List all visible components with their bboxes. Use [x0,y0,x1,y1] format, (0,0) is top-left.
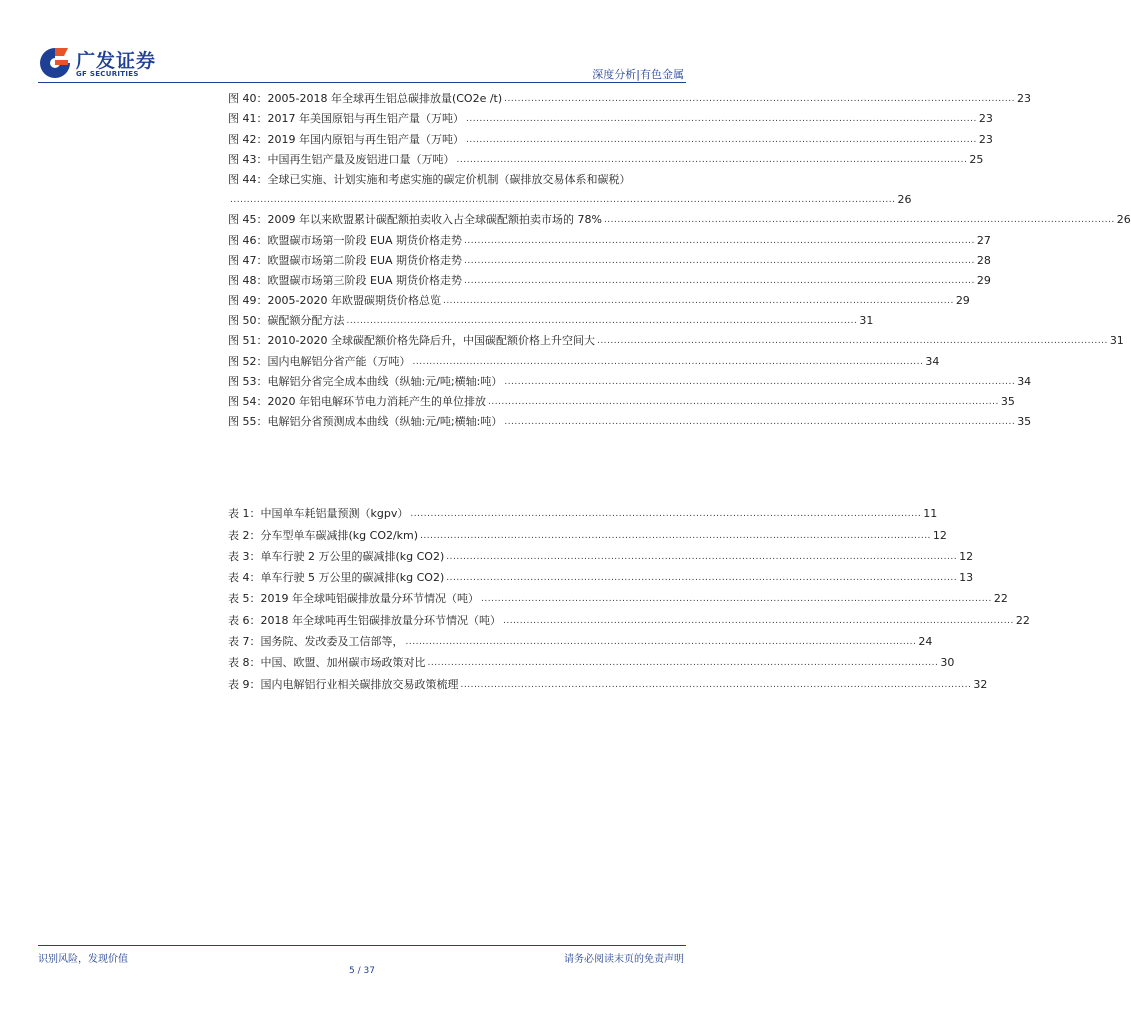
toc-row-fig-47[interactable] [228,248,991,268]
toc-leader: ........................................................................................................................................................ [456,154,968,165]
toc-leader: ........................................................................................................................................................ [427,658,939,669]
toc-leader: ........................................................................................................................................................ [446,573,958,584]
toc-leader: ........................................................................................................................................................ [464,275,975,286]
figure-index [228,86,1131,429]
report-category: 深度分析|有色金属 [592,68,684,81]
toc-page: 22 [1015,613,1030,627]
toc-label: 表 9：国内电解铝行业相关碳排放交易政策梳理 [228,677,459,691]
toc-label: 图 42：2019 年国内原铝与再生铝产量（万吨） [228,132,464,146]
toc-page: 31 [859,314,874,328]
toc-page: 26 [897,193,912,207]
toc-row-fig-52[interactable] [228,348,940,368]
header-divider [38,82,686,83]
toc-page: 32 [973,677,988,691]
toc-row-table-3[interactable] [228,543,974,564]
toc-leader: ........................................................................................................................................................ [504,376,1016,387]
toc-page: 29 [955,294,970,308]
toc-row-table-4[interactable] [228,564,974,585]
toc-row-fig-54[interactable] [228,389,1015,409]
toc-label: 表 5：2019 年全球吨铝碳排放量分环节情况（吨） [228,592,479,606]
gf-securities-logo [38,46,168,80]
toc-leader: ........................................................................................................................................................ [464,235,975,246]
toc-label: 表 7：国务院、发改委及工信部等， [228,635,404,649]
toc-page: 35 [1000,395,1015,408]
toc-page: 12 [932,528,947,542]
toc-leader: ........................................................................................................................................................ [412,356,924,367]
toc-row-fig-50[interactable] [228,308,874,328]
toc-leader: ........................................................................................................................................................ [420,530,931,541]
toc-label: 图 49：2005-2020 年欧盟碳期货价格总览 [228,294,441,308]
toc-row-table-5[interactable] [228,585,1008,606]
toc-page: 34 [1017,374,1032,388]
toc-leader: ........................................................................................................................................................ [442,296,954,307]
toc-page: 23 [978,132,993,146]
toc-row-fig-40[interactable] [228,86,1032,106]
toc-page: 25 [969,152,984,166]
toc-label: 图 54：2020 年铝电解环节电力消耗产生的单位排放 [228,395,486,408]
toc-row-table-8[interactable] [228,649,955,670]
toc-label: 表 6：2018 年全球吨再生铝碳排放量分环节情况（吨） [228,613,501,627]
toc-row-fig-45[interactable] [228,207,1131,227]
page-number: 5 / 37 [349,966,375,976]
toc-row-fig-42[interactable] [228,126,993,146]
toc-page: 31 [1109,334,1124,348]
footer-divider [38,945,686,946]
toc-leader: ........................................................................................................................................................ [487,397,999,407]
logo-text-cn: 广发证券 [76,50,157,72]
toc-page: 23 [1017,92,1032,106]
toc-label: 图 51：2010-2020 全球碳配额价格先降后升，中国碳配额价格上升空间大 [228,334,595,348]
gf-logo-icon [38,46,72,80]
toc-label: 表 4：单车行驶 5 万公里的碳减排(kg CO2) [228,571,445,585]
toc-label: 图 46：欧盟碳市场第一阶段 EUA 期货价格走势 [228,233,463,247]
toc-label: 图 45：2009 年以来欧盟累计碳配额拍卖收入占全球碳配额拍卖市场的 78% [228,213,602,227]
toc-leader: ........................................................................................................................................................ [465,134,977,145]
toc-row-fig-49[interactable] [228,288,970,308]
toc-row-fig-55[interactable] [228,409,1032,429]
toc-page: 26 [1116,213,1131,227]
page-header [0,0,724,90]
toc-page: 23 [978,112,993,126]
toc-row-fig-43[interactable] [228,147,984,167]
footer-disclaimer-note: 请务必阅读末页的免责声明 [564,954,684,965]
toc-label: 表 1：中国单车耗铝量预测（kgpv） [228,507,409,521]
logo-text-en: GF SECURITIES [76,70,139,78]
toc-leader: ........................................................................................................................................................ [460,679,972,690]
toc-row-table-2[interactable] [228,521,947,542]
toc-label: 图 48：欧盟碳市场第三阶段 EUA 期货价格走势 [228,273,463,287]
toc-leader: ........................................................................................................................................................ [465,114,977,125]
toc-label: 图 40：2005-2018 年全球再生铝总碳排放量(CO2e /t) [228,92,503,106]
toc-page: 30 [940,656,955,670]
toc-leader: ........................................................................................................................................................ [446,551,958,562]
toc-leader: ........................................................................................................................................................ [410,509,922,520]
toc-page: 29 [976,273,991,287]
toc-page: 22 [993,592,1008,606]
toc-page: 12 [959,549,974,563]
toc-leader: ........................................................................................................................................................ [481,594,992,605]
toc-leader: ........................................................................................................................................................ [596,336,1108,347]
toc-leader: ...................................................................................................................................................................................................... [230,195,896,206]
toc-row-table-7[interactable] [228,628,933,649]
toc-label: 图 50：碳配额分配方法 [228,314,345,328]
toc-row-fig-48[interactable] [228,268,991,288]
toc-row-fig-44-cont[interactable] [228,187,912,207]
toc-row-table-6[interactable] [228,606,1030,627]
toc-page: 27 [976,233,991,247]
toc-page: 11 [923,507,938,521]
toc-leader: ........................................................................................................................................................ [504,417,1016,428]
toc-row-fig-51[interactable] [228,328,1124,348]
toc-label: 图 53：电解铝分省完全成本曲线（纵轴:元/吨;横轴:吨） [228,374,503,388]
toc-page: 35 [1017,415,1032,429]
toc-leader: ........................................................................................................................................................ [603,215,1115,226]
toc-label: 图 43：中国再生铝产量及废铝进口量（万吨） [228,152,455,166]
toc-label: 图 44：全球已实施、计划实施和考虑实施的碳定价机制（碳排放交易体系和碳税） [228,172,631,186]
footer-slogan: 识别风险，发现价值 [38,954,128,965]
toc-leader: ........................................................................................................................................................ [464,255,975,266]
toc-leader: ........................................................................................................................................................ [346,316,858,327]
toc-page: 34 [925,354,940,368]
toc-page: 28 [976,253,991,267]
table-index [228,500,1030,692]
toc-label: 图 52：国内电解铝分省产能（万吨） [228,354,411,368]
toc-row-table-1[interactable] [228,500,938,521]
toc-page: 24 [918,635,933,649]
toc-row-fig-41[interactable] [228,106,993,126]
toc-label: 表 2：分车型单车碳减排(kg CO2/km) [228,528,419,542]
toc-row-fig-46[interactable] [228,227,991,247]
toc-label: 表 3：单车行驶 2 万公里的碳减排(kg CO2) [228,549,445,563]
toc-label: 图 41：2017 年美国原铝与再生铝产量（万吨） [228,112,464,126]
toc-row-fig-44[interactable] [228,167,684,187]
toc-leader: ........................................................................................................................................................ [504,94,1016,105]
toc-label: 图 55：电解铝分省预测成本曲线（纵轴:元/吨;横轴:吨） [228,415,503,429]
toc-label: 表 8：中国、欧盟、加州碳市场政策对比 [228,656,426,670]
toc-label: 图 47：欧盟碳市场第二阶段 EUA 期货价格走势 [228,253,463,267]
toc-page: 13 [959,571,974,585]
toc-leader: ........................................................................................................................................................ [405,637,917,648]
toc-leader: ........................................................................................................................................................ [502,615,1014,626]
toc-row-fig-53[interactable] [228,369,1032,389]
toc-row-table-9[interactable] [228,670,988,691]
